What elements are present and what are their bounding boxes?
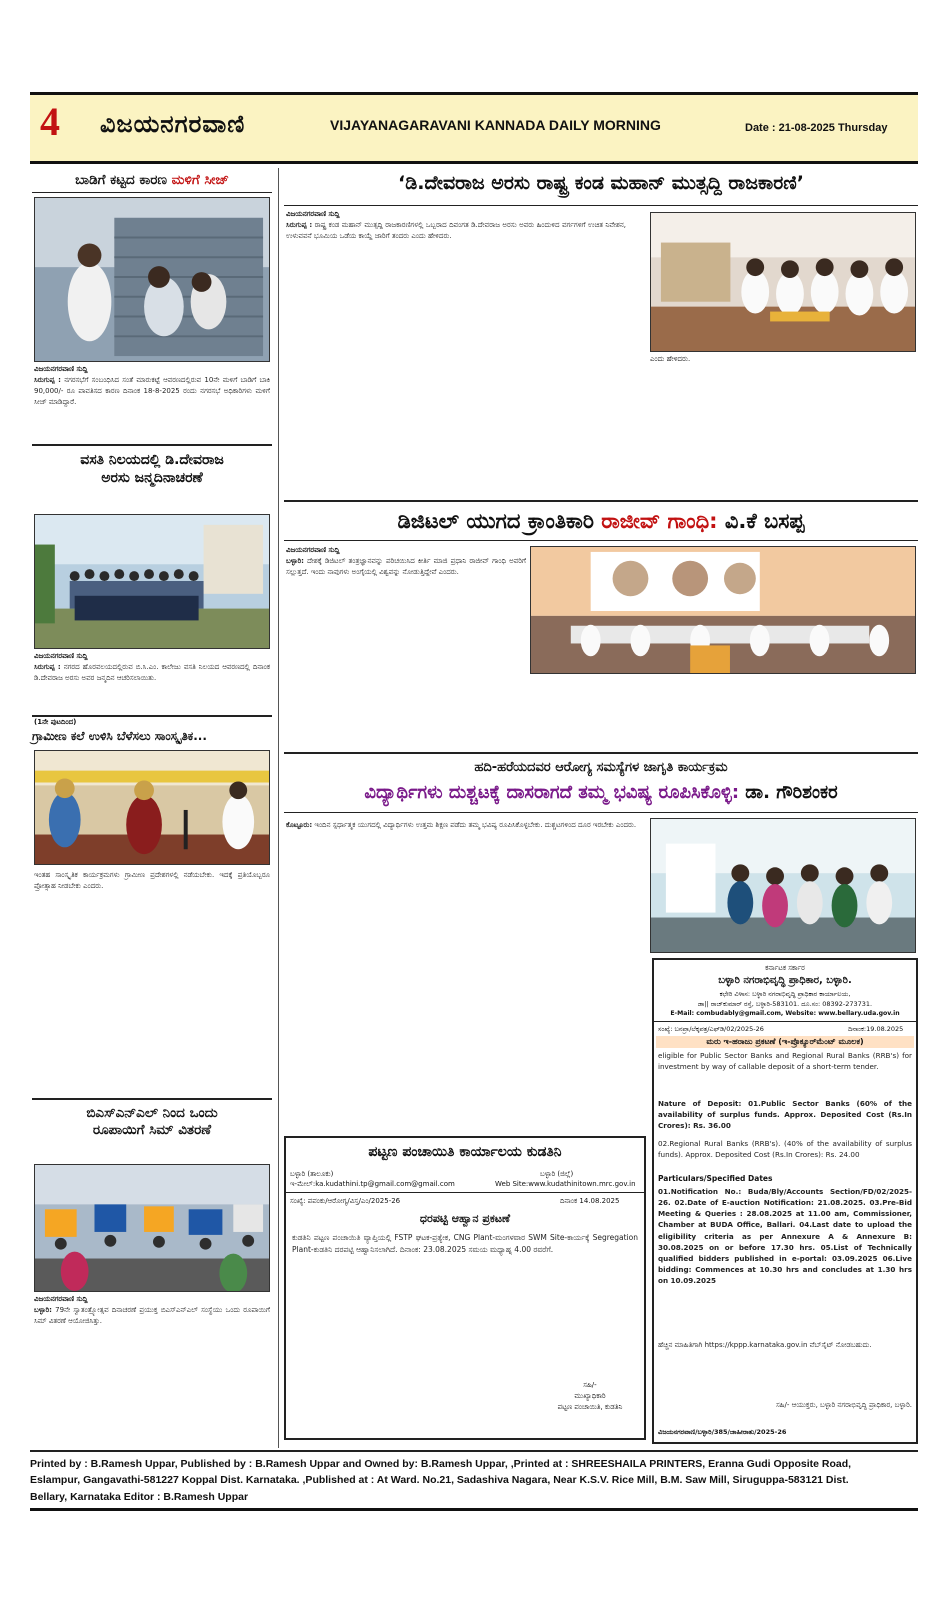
article-body bbox=[286, 220, 626, 242]
dateline-place: ಕೊಟ್ಟೂರು: bbox=[286, 821, 313, 829]
notice-email: ಇ-ಮೇಲ್:ka.kudathini.tp@gmail.com@gmail.com bbox=[290, 1180, 455, 1188]
divider bbox=[30, 1450, 918, 1452]
buda-signature: ಸಹಿ/- ಆಯುಕ್ತರು, ಬಳ್ಳಾರಿ ನಗರಾಭಿವೃದ್ಧಿ ಪ್ರಾಧಿಕಾರ, ಬಳ್ಳಾರಿ. bbox=[775, 1401, 912, 1409]
headline-students-health bbox=[284, 782, 918, 805]
authority-name: ಬಳ್ಳಾರಿ ನಗರಾಭಿವೃದ್ಧಿ ಪ್ರಾಧಿಕಾರ, ಬಳ್ಳಾರಿ. bbox=[718, 975, 852, 986]
main-headline: ‘ಡಿ.ದೇವರಾಜ ಅರಸು ರಾಷ್ಟ್ರ ಕಂಡ ಮಹಾನ್ ಮುತ್ಸದ್ದಿ ರಾಜಕಾರಣಿ’ bbox=[398, 172, 804, 194]
divider bbox=[284, 752, 918, 754]
health-kicker: ಹದಿ-ಹರೆಯದವರ ಆರೋಗ್ಯ ಸಮಸ್ಯೆಗಳ ಜಾಗೃತಿ ಕಾರ್ಯಕ್ರಮ bbox=[474, 760, 728, 775]
dateline-place: ಬಳ್ಳಾರಿ: bbox=[34, 1306, 52, 1314]
divider bbox=[286, 1192, 644, 1193]
article-body bbox=[34, 375, 270, 408]
notice-website: Web Site:www.kudathinitown.mrc.gov.in bbox=[495, 1180, 636, 1188]
divider bbox=[32, 444, 272, 446]
notice-ref: ಸಂಖ್ಯೆ: ಪಪಂಕು/ಆರೋಗ್ಯ/ವಿಸ್ತ/ಎಂ/2025-26 bbox=[290, 1197, 401, 1205]
imprint-text: Bellary, Karnataka Editor : B.Ramesh Uppar bbox=[30, 1490, 249, 1503]
headline-shop-seized bbox=[32, 172, 272, 189]
imprint-text: Eslampur, Gangavathi-581227 Koppal Dist. Karnataka. ,Published at : At Ward. No.21, Sadashiva Nagara, Near K.S.V. Rice Mill, B.M. Saw Mill, Siruguppa-583121 Dist. bbox=[30, 1474, 849, 1487]
divider bbox=[284, 500, 918, 502]
headline-line: ಬಿಎಸ್‌ಎನ್‌ಎಲ್ ನಿಂದ ಒಂದು bbox=[86, 1105, 218, 1121]
divider bbox=[654, 1021, 916, 1022]
notice-date: ದಿನಾಂಕ 14.08.2025 bbox=[560, 1197, 620, 1205]
article-text: ಇಂದಿನ ಸ್ಪರ್ಧಾತ್ಮಕ ಯುಗದಲ್ಲಿ ವಿದ್ಯಾರ್ಥಿಗಳು ಉತ್ತಮ ಶಿಕ್ಷಣ ಪಡೆದು ತಮ್ಮ ಭವಿಷ್ಯ ರೂಪಿಸಿಕೊಳ್ಳಬೇಕು. ದುಶ್ಚಟಗಳಿಂದ ದೂರ ಇರಬೇಕು ಎಂದರು. bbox=[314, 821, 637, 829]
signature-line: ಸಹಿ/- bbox=[583, 1381, 597, 1389]
buda-deposit-1: Nature of Deposit: 01.Public Sector Banks (60% of the availability of surplus funds. Approx. Deposited Cost (Rs.In Crores): Rs. 36.00 bbox=[658, 1099, 912, 1131]
headline-highlight: ರಾಜೀವ್ ಗಾಂಧಿ: bbox=[601, 509, 718, 533]
divider bbox=[32, 192, 272, 193]
headline-part: ಡಾ. ಗೌರಿಶಂಕರ bbox=[739, 782, 838, 803]
authority-contact: E-Mail: combudably@gmail.com, Website: www.bellary.uda.gov.in bbox=[670, 1010, 900, 1017]
notice-title: ಪಟ್ಟಣ ಪಂಚಾಯಿತಿ ಕಾರ್ಯಾಲಯ ಕುಡತಿನಿ bbox=[368, 1144, 562, 1160]
byline: ವಿಜಯನಗರವಾಣಿ ಸುದ್ದಿ bbox=[34, 365, 88, 373]
headline-line: ರೂಪಾಯಿಗೆ ಸಿಮ್ ವಿತರಣೆ bbox=[92, 1121, 212, 1138]
headline-line: ವಸತಿ ನಿಲಯದಲ್ಲಿ ಡಿ.ದೇವರಾಜ bbox=[80, 452, 224, 468]
headline-part: ವಿ.ಕೆ ಬಸಪ್ಪ bbox=[717, 509, 805, 533]
headline-part: ಬಾಡಿಗೆ ಕಟ್ಟದ ಕಾರಣ bbox=[75, 172, 172, 188]
byline: ವಿಜಯನಗರವಾಣಿ ಸುದ್ದಿ bbox=[286, 546, 340, 554]
divider bbox=[32, 715, 272, 717]
headline-rajiv-gandhi bbox=[284, 508, 918, 534]
imprint-line bbox=[30, 1456, 918, 1505]
cultural-program-photo bbox=[34, 750, 270, 865]
photo-caption: ಎಂದು ಹೇಳಿದರು. bbox=[650, 355, 691, 363]
notice-district: ಬಳ್ಳಾರಿ (ಜಿಲ್ಲೆ) bbox=[540, 1170, 574, 1178]
headline-highlight: ವಿದ್ಯಾರ್ಥಿಗಳು ದುಶ್ಚಟಕ್ಕೆ ದಾಸರಾಗದೆ ತಮ್ಮ ಭವಿಷ್ಯ ರೂಪಿಸಿಕೊಳ್ಳಿ: bbox=[364, 782, 740, 803]
rajiv-event-photo bbox=[530, 546, 916, 674]
article-text: 79ನೇ ಸ್ವಾತಂತ್ರ್ಯೋತ್ಸವ ದಿನಾಚರಣೆ ಪ್ರಯುಕ್ತ ಬಿಎಸ್‌ಎನ್‌ಎಲ್ ಸಂಸ್ಥೆಯು ಒಂದು ರೂಪಾಯಿಗೆ ಸಿಮ್ ವಿತರಣೆ ಆಯೋಜಿಸಿತ್ತು. bbox=[34, 1306, 270, 1325]
hostel-group-photo bbox=[34, 514, 270, 649]
buda-dates: 01.Notification No.: Buda/Bly/Accounts Section/FD/02/2025-26. 02.Date of E-auction Notification: 21.08.2025. 03.Pre-Bid Meeting & Queries : 28.08.2025 at 11.00 am, Commissioner, Chamber at BUDA Office, Ballari. 04.Last date to upload the eligibility criteria as per Annexure A & Annexure B: 30.08.2025 on or before 17.30 hrs. 05.List of Technically qualified bidders published in e-portal: 03.09.2025 06.Live bidding: Commences at 10.30 hrs and concludes at 1.30 hrs on 10.09.2025 bbox=[658, 1187, 912, 1286]
gov-label: ಕರ್ನಾಟಕ ಸರ್ಕಾರ bbox=[765, 964, 805, 972]
signature-line: ಪಟ್ಟಣ ಪಂಚಾಯಿತಿ, ಕುಡತಿನಿ bbox=[557, 1403, 623, 1412]
urs-event-photo bbox=[650, 212, 916, 352]
authority-address: ಡಾ|| ರಾಜ್‌ಕುಮಾರ್ ರಸ್ತೆ, ಬಳ್ಳಾರಿ-583101. ದೂ.ಸಂ: 08392-273731. bbox=[697, 1000, 873, 1008]
headline-line: ಅರಸು ಜನ್ಮದಿನಾಚರಣೆ bbox=[101, 469, 203, 486]
notice-signature bbox=[540, 1380, 640, 1414]
divider bbox=[284, 812, 918, 813]
buda-ref: ಸಂಖ್ಯೆ: ಬನಪ್ರಾ/ಲೆಕ್ಕಪತ್ರ/ಎಫ್‌ಡಿ/02/2025-26 bbox=[658, 1025, 764, 1033]
headline-rural-arts: ಗ್ರಾಮೀಣ ಕಲೆ ಉಳಿಸಿ ಬೆಳೆಸಲು ಸಾಂಸ್ಕೃತಿಕ... bbox=[32, 729, 207, 743]
tender-label: ಮರು ಇ-ಹರಾಜು ಪ್ರಕಟಣೆ (ಇ-ಪ್ರೊಕ್ಯೂರ್‌ಮೆಂಟ್ ಮೂಲಕ) bbox=[656, 1036, 914, 1048]
byline: ವಿಜಯನಗರವಾಣಿ ಸುದ್ದಿ bbox=[34, 652, 88, 660]
notice-body: ಕುಡತಿನಿ ಪಟ್ಟಣ ಪಂಚಾಯಿತಿ ವ್ಯಾಪ್ತಿಯಲ್ಲಿ FSTP ಘಟಕ-ಪ್ರತ್ಯೇಕ, CNG Plant-ಮಂಗಳವಾರ SWM Site-ಕಾರ್ಯಕ್ಕೆ Segregation Plant-ಕುಡತಿನಿ ದರಪಟ್ಟಿ ಆಹ್ವಾನಿಸಲಾಗಿದೆ. ದಿನಾಂಕ: 23.08.2025 ಸಮಯ ಮಧ್ಯಾಹ್ನ 4.00 ರವರೆಗೆ. bbox=[292, 1233, 638, 1254]
article-body: ಇಂತಹ ಸಾಂಸ್ಕೃತಿಕ ಕಾರ್ಯಕ್ರಮಗಳು ಗ್ರಾಮೀಣ ಪ್ರದೇಶಗಳಲ್ಲಿ ನಡೆಯಬೇಕು. ಇದಕ್ಕೆ ಪ್ರತಿಯೊಬ್ಬರೂ ಪ್ರೋತ್ಸಾಹ ನೀಡಬೇಕು ಎಂದರು. bbox=[34, 871, 270, 890]
signature-line: ಮುಖ್ಯಾಧಿಕಾರಿ bbox=[574, 1392, 606, 1401]
headline-hostel-birthday bbox=[32, 452, 272, 487]
buda-date: ದಿನಾಂಕ:19.08.2025 bbox=[848, 1025, 904, 1033]
notice-taluk: ಬಳ್ಳಾರಿ (ತಾಲೂಕು) bbox=[290, 1170, 334, 1178]
buda-portal: ಹೆಚ್ಚಿನ ಮಾಹಿತಿಗಾಗಿ https://kppp.karnataka.gov.in ವೆಬ್‌ಸೈಟ್ ನೋಡಬಹುದು. bbox=[658, 1341, 872, 1349]
byline: ವಿಜಯನಗರವಾಣಿ ಸುದ್ದಿ bbox=[286, 210, 340, 218]
headline-highlight: ಮಳಿಗೆ ಸೀಜ್ bbox=[171, 172, 229, 188]
divider bbox=[284, 205, 918, 206]
paper-name-english: VIJAYANAGARAVANI KANNADA DAILY MORNING bbox=[330, 117, 661, 133]
article-text: ನಗರದ ಹೊರವಲಯದಲ್ಲಿರುವ ಬಿ.ಸಿ.ಎಂ. ಕಾಲೇಜು ವಸತಿ ನಿಲಯದ ಆವರಣದಲ್ಲಿ ದಿನಾಂಕ ಡಿ.ದೇವರಾಜ ಅರಸು ಅವರ ಜನ್ಮದಿನ ಆಚರಿಸಲಾಯಿತು. bbox=[34, 663, 271, 682]
buda-deposit-2: 02.Regional Rural Banks (RRB's). (40% of the availability of surplus funds). Approx. Deposited Cost (Rs.In Crores): Rs. 24.00 bbox=[658, 1139, 912, 1160]
article-text: ದೇಶಕ್ಕೆ ಡಿಜಿಟಲ್ ತಂತ್ರಜ್ಞಾನವನ್ನು ಪರಿಚಯಿಸಿದ ಕೀರ್ತಿ ಮಾಜಿ ಪ್ರಧಾನಿ ರಾಜೀವ್ ಗಾಂಧಿ ಅವರಿಗೆ ಸಲ್ಲುತ್ತದೆ. ಇಂದು ನಾವುಗಳು ಅಂಗೈಯಲ್ಲಿ ವಿಶ್ವವನ್ನು ನೋಡುತ್ತಿದ್ದೇವೆ ಎಂದರು. bbox=[286, 557, 526, 576]
bsnl-rally-photo bbox=[34, 1164, 270, 1292]
dateline-place: ಸಿರುಗುಪ್ಪ : bbox=[34, 376, 61, 384]
headline-part: ಡಿಜಿಟಲ್ ಯುಗದ ಕ್ರಾಂತಿಕಾರಿ bbox=[397, 509, 602, 533]
headline-bsnl-sim bbox=[32, 1105, 272, 1139]
article-text: ನಗರಸಭೆಗೆ ಸಂಬಂಧಿಸಿದ ಸಂತೆ ಮಾರುಕಟ್ಟೆ ಆವರಣದಲ್ಲಿರುವ 10ನೇ ಮಳಿಗೆ ಬಾಡಿಗೆ ಬಾಕಿ 90,000/- ರೂ ಪಾವತಿಸದ ಕಾರಣ ದಿನಾಂಕ 18-8-2025 ರಂದು ನಗರಸಭೆ ಅಧಿಕಾರಿಗಳು ಮಳಿಗೆ ಸೀಜ್ ಮಾಡಿದ್ದಾರೆ. bbox=[34, 376, 271, 406]
shop-seizure-photo bbox=[34, 197, 270, 362]
article-text: ರಾಷ್ಟ್ರ ಕಂಡ ಮಹಾನ್ ಮುತ್ಸದ್ದಿ ರಾಜಕಾರಣಿಗಳಲ್ಲಿ ಒಬ್ಬರಾದ ದಿವಂಗತ ಡಿ.ದೇವರಾಜ ಅರಸು ಅವರು ಹಿಂದುಳಿದ ವರ್ಗಗಳಿಗೆ ಉಚಿತ ನಿವೇಶನ, ಉಳುವವನೆ ಭೂಮಿಯ ಒಡೆಯ ಕಾಯ್ದೆ ಜಾರಿಗೆ ತಂದರು ಎಂದು ಹೇಳಿದರು. bbox=[286, 221, 626, 240]
continued-kicker: (1ನೇ ಪುಟದಿಂದ) bbox=[34, 718, 77, 726]
divider bbox=[284, 540, 918, 541]
buda-intro: eligible for Public Sector Banks and Regional Rural Banks (RRB's) for investment by way of callable deposit of a short-term tender. bbox=[658, 1051, 912, 1072]
byline: ವಿಜಯನಗರವಾಣಿ ಸುದ್ದಿ bbox=[34, 1295, 88, 1303]
paper-name-kannada: ವಿಜಯನಗರವಾಣಿ bbox=[100, 110, 246, 138]
dateline: Date : 21-08-2025 Thursday bbox=[745, 122, 888, 134]
health-program-photo bbox=[650, 818, 916, 953]
dateline-place: ಸಿರುಗುಪ್ಪ : bbox=[286, 221, 313, 229]
footer-rule bbox=[30, 1508, 918, 1511]
buda-footer-ref: ವಿಜಯನಗರವಾಣಿ/ಬಳ್ಳಾರಿ/385/ಜಾಹೀರಾತು/2025-26 bbox=[658, 1428, 787, 1436]
article-body bbox=[34, 1305, 270, 1327]
dateline-place: ಬಳ್ಳಾರಿ: bbox=[286, 557, 304, 565]
article-body bbox=[286, 556, 526, 578]
article-body bbox=[34, 662, 270, 684]
authority-office: ಕಛೇರಿ ವಿಳಾಸ: ಬಳ್ಳಾರಿ ನಗರಾಭಿವೃದ್ಧಿ ಪ್ರಾಧಿಕಾರ ಕಾರ್ಯಾಲಯ, bbox=[719, 990, 851, 998]
dateline-place: ಸಿರುಗುಪ್ಪ : bbox=[34, 663, 61, 671]
imprint-text: Printed by : B.Ramesh Uppar, Published by : B.Ramesh Uppar and Owned by: B.Ramesh Uppar, ,Printed at : SHREESHAILA PRINTERS, Eranna Gudi Opposite Road, bbox=[30, 1458, 852, 1470]
article-body bbox=[286, 820, 641, 831]
page-number: 4 bbox=[40, 99, 60, 144]
divider bbox=[32, 1098, 272, 1100]
column-divider bbox=[278, 168, 279, 1448]
notice-subtitle: ಧರಪಟ್ಟಿ ಆಹ್ವಾನ ಪ್ರಕಟಣೆ bbox=[419, 1212, 511, 1225]
buda-dates-heading: Particulars/Specified Dates bbox=[658, 1174, 773, 1183]
